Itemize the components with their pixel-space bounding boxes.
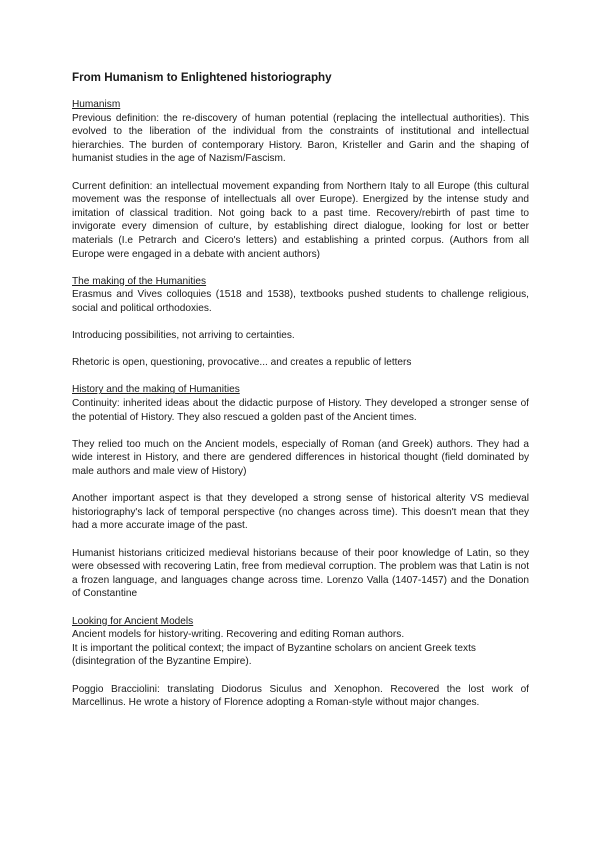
paragraph-gap: [72, 669, 529, 683]
paragraph-gap: [72, 343, 529, 357]
paragraph-gap: [72, 261, 529, 275]
document-page: [72, 70, 529, 710]
paragraph: Rhetoric is open, questioning, provocative... and creates a republic of letters: [72, 357, 412, 369]
paragraph-line: It is important the political context; the impact of Byzantine scholars on ancient Greek texts (disintegration of the Byzantine Empire).: [72, 642, 476, 668]
section-heading-history-and-humanities: History and the making of Humanities: [72, 384, 240, 396]
paragraph-gap: [72, 166, 529, 180]
paragraph-gap: [72, 370, 529, 384]
section-heading-ancient-models: Looking for Ancient Models: [72, 615, 194, 627]
paragraph: They relied too much on the Ancient models, especially of Roman (and Greek) authors. They had a wide interest in History, and there are gendered differences in historical thought (field dominated by male authors and male view of History): [72, 438, 529, 478]
section-heading-humanism: Humanism: [72, 99, 121, 110]
paragraph-gap: [72, 479, 529, 493]
section-heading-making-of-humanities: The making of the Humanities: [72, 275, 207, 287]
paragraph: Poggio Bracciolini: translating Diodorus Siculus and Xenophon. Recovered the lost work of Marcellinus. He wrote a history of Florence adopting a Roman-style without major changes.: [72, 683, 529, 709]
paragraph-line: Ancient models for history-writing. Recovering and editing Roman authors.: [72, 629, 405, 641]
paragraph: Introducing possibilities, not arriving to certainties.: [72, 330, 295, 342]
paragraph: Previous definition: the re-discovery of human potential (replacing the intellectual authorities). This evolved to the liberation of the individual from the constraints of institutional and intellectual hierarchies. The burden of contemporary History. Baron, Kristeller and Garin and the shaping of humanist studies in the age of Nazism/Fascism.: [72, 112, 529, 165]
paragraph: Humanist historians criticized medieval historians because of their poor knowledge of Latin, so they were obsessed with recovering Latin, free from medieval corruption. The problem was that Latin is not a frozen language, and languages change across time. Lorenzo Valla (1407-1457) and the Donation of Constantine: [72, 547, 529, 600]
paragraph: Erasmus and Vives colloquies (1518 and 1538), textbooks pushed students to challenge religious, social and political orthodoxies.: [72, 289, 529, 314]
document-title: From Humanism to Enlightened historiography: [72, 71, 332, 84]
paragraph-gap: [72, 316, 529, 330]
paragraph-gap: [72, 533, 529, 547]
paragraph-gap: [72, 601, 529, 615]
paragraph: Current definition: an intellectual movement expanding from Northern Italy to all Europe (this cultural movement was the response of intellectuals all over Europe). Energized by the intense study and imitation of classical tradition. Not going back to a past time. Recovery/rebirth of past time to invigorate every dimension of culture, by establishing direct dialogue, looking for lost or better materials (I.e Petrarch and Cicero's letters) and establishing a printed corpus. (Authors from all Europe were engaged in a debate with ancient authors): [72, 180, 529, 260]
paragraph: Another important aspect is that they developed a strong sense of historical alterity VS medieval historiography's lack of temporal perspective (no changes across time). This doesn't mean that they had a more accurate image of the past.: [72, 493, 529, 532]
paragraph: Continuity: inherited ideas about the didactic purpose of History. They developed a stronger sense of the potential of History. They also rescued a golden past of the Ancient times.: [72, 398, 529, 423]
paragraph-gap: [72, 424, 529, 438]
